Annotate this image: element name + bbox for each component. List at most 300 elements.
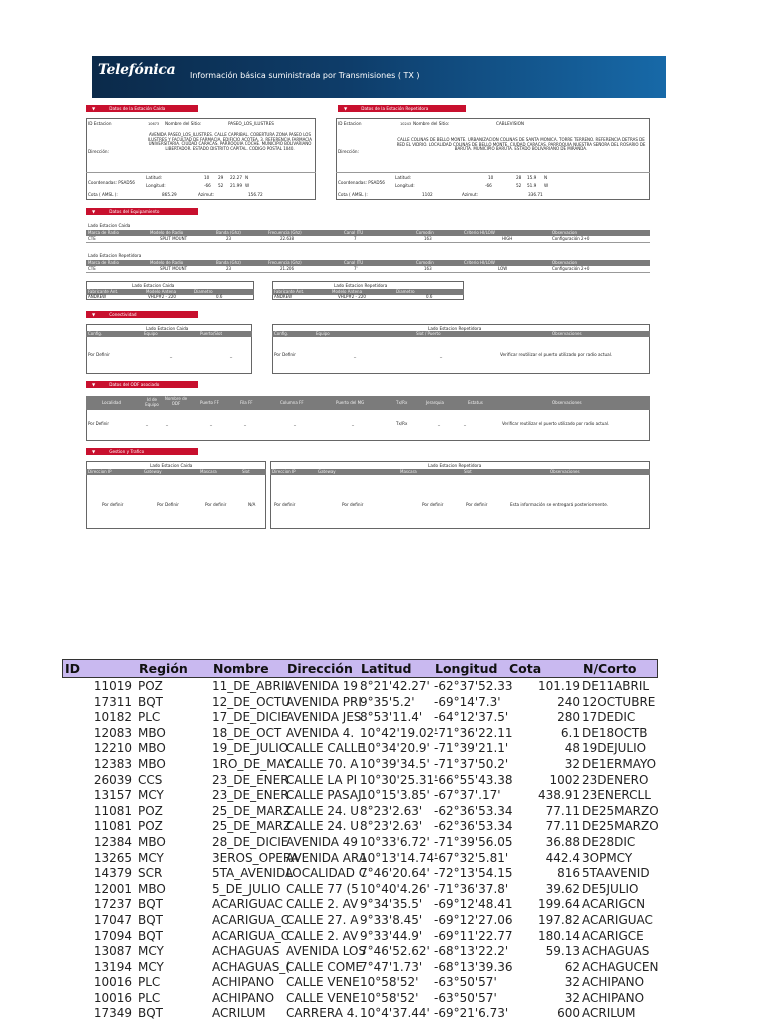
cell-latitud: 7°46'52.62' [360, 944, 430, 959]
cell-cota: 101.19 [538, 679, 580, 693]
cell-nombre: 25_DE_MARZ [212, 803, 292, 818]
repet-direccion-label: Dirección: [338, 149, 359, 154]
cell: LOW [498, 266, 508, 271]
cell-longitud: -69°11'22.77 [434, 928, 513, 943]
cell-ncorto: 23DENERO [582, 772, 649, 787]
conect-repet-config: Por Definir [274, 352, 296, 357]
col-header: Equipo [316, 331, 330, 336]
section-conectividad-header [86, 311, 198, 318]
col-header: Frecuencia (Ghz) [268, 260, 302, 265]
gestion-caida-ip: Por definir [102, 502, 124, 507]
cell: _ [464, 421, 466, 426]
gestion-caida-header [86, 469, 266, 475]
caida-cota: 865.29 [162, 192, 177, 197]
cell: Por Definir [88, 421, 109, 426]
cell-ncorto: 5TAAVENID [582, 866, 650, 881]
cell-longitud: -67°37'.17' [434, 788, 501, 803]
cell-direccion: CALLE 2. AV [286, 928, 359, 943]
cell-latitud: 9°33'8.45' [360, 912, 423, 927]
cell-latitud: 10°33'6.72' [360, 834, 430, 849]
repet-lat-label: Latitud: [395, 175, 412, 180]
col-header: Diametro [194, 289, 213, 294]
cell: Verificar reutilizar el puerto utilizado por radio actual. [502, 421, 610, 426]
caida-nombre: PASEO_LOS_ILUSTRES [228, 121, 274, 126]
conect-caida-title: Lado Estacion Caida [146, 326, 189, 331]
col-header: Banda (Ghz) [216, 230, 241, 235]
cell-cota: 32 [564, 975, 580, 990]
cell-cota: 438.91 [538, 788, 580, 803]
cell-longitud: -69°14'7.3' [434, 694, 501, 709]
gestion-repet-obs: Esta información se entregará posteriormente. [510, 502, 609, 507]
cell-nombre: ACHIPANO [212, 990, 275, 1005]
odf-row [86, 421, 650, 427]
col-header: Slot [464, 469, 472, 474]
caida-cota-label: Cota ( AMSL ): [88, 192, 118, 197]
conect-repet-slot: _ [440, 353, 443, 358]
cell-direccion: AVENIDA 49 [286, 834, 359, 849]
cell-longitud: -69°12'27.06 [434, 912, 513, 927]
cell-ncorto: ACHIPANO [582, 975, 645, 990]
cell-nombre: 19_DE_JULIO [212, 741, 289, 756]
col-header: Gateway [144, 469, 162, 474]
cell: 23 [226, 266, 232, 271]
col-header-cota: Cota [509, 661, 542, 676]
cell-region: BQT [138, 912, 164, 927]
conect-caida-slot: _ [230, 353, 233, 358]
cell-region: PLC [138, 990, 161, 1005]
conect-caida-equipo: _ [170, 353, 173, 358]
repet-azimut-label: Azimut: [462, 192, 479, 197]
cell-nombre: ACHAGUAS_( [212, 959, 290, 974]
caida-lat-min: 29 [218, 175, 224, 180]
cell-longitud: -71°39'21.1' [434, 741, 509, 756]
cell-region: BQT [138, 694, 164, 709]
col-header-longitud: Longitud [435, 661, 498, 676]
cell-ncorto: ACHAGUCEN [582, 959, 659, 974]
cell: 23 [226, 236, 232, 241]
cell-nombre: ACARIGUA_C [212, 912, 290, 927]
cell-direccion: CALLE 77 (5 [286, 881, 359, 896]
cell-nombre: ACHIPANO [212, 975, 275, 990]
caida-azimut-label: Azimut: [198, 192, 215, 197]
cell-nombre: 5_DE_JULIO [212, 881, 281, 896]
cell-latitud: 7°47'1.73' [360, 959, 423, 974]
cell: VHLP#2 - 220 [338, 294, 366, 299]
cell-direccion: AVENIDA 19 [286, 679, 359, 693]
cell-latitud: 9°33'44.9' [360, 928, 423, 943]
cell-id: 13194 [93, 959, 132, 974]
cell-id: 12383 [93, 756, 132, 771]
table-row [62, 850, 658, 866]
caida-lat-hem: N [245, 175, 249, 180]
cell-longitud: -72°13'54.15 [434, 866, 513, 881]
cell-region: MBO [138, 741, 166, 756]
cell-latitud: 8°53'11.4' [360, 710, 423, 725]
table-row [62, 896, 658, 912]
col-header: Modelo de Radio [150, 230, 184, 235]
cell-region: SCR [138, 866, 163, 881]
cell: ANDREW [88, 294, 107, 299]
cell-cota: 1002 [549, 772, 580, 787]
cell-latitud: 10°30'25.31' [360, 772, 438, 787]
cell-nombre: 11_DE_ABRIL [212, 679, 292, 693]
cell-id: 17047 [93, 912, 132, 927]
table-row [62, 740, 658, 756]
cell-nombre: 1RO_DE_MAY [212, 756, 292, 771]
col-header-direccion: Dirección [287, 661, 353, 676]
cell-region: MCY [138, 944, 164, 959]
table-row [62, 834, 658, 850]
repet-lon-label: Longitud: [395, 183, 415, 188]
col-header: Fabricante Ant. [274, 289, 305, 294]
report-title: Información básica suministrada por Transmisiones ( TX ) [190, 71, 420, 80]
cell-latitud: 10°34'20.9' [360, 741, 430, 756]
cell-direccion: CALLE 70. A [286, 756, 359, 771]
cell: _ [244, 421, 246, 426]
cell-nombre: 18_DE_OCT [212, 725, 282, 740]
col-header: Slot [242, 469, 250, 474]
table-row [62, 787, 658, 803]
cell-latitud: 10°40'4.26' [360, 881, 430, 896]
table-row [62, 694, 658, 710]
cell-nombre: 25_DE_MARZ [212, 819, 292, 834]
repet-direccion: CALLE COLINAS DE BELLO MONTE. URBANIZACION COLINAS DE SANTA MONICA. TORRE TERRENO. REFERENCIA DETRAS DE RED EL VIDRIO. LOCALIDAD COLINAS DE BELLO MONTE. CIUDAD CARACAS. PARROQUIA NUESTRA SEÑORA DEL ROSARIO DE BARUTA. MUNICIPIO BARUTA. ESTADO BOLIVARIANO DE MIRANDA. [396, 137, 646, 152]
table-row [62, 803, 658, 819]
cell-id: 12384 [93, 834, 132, 849]
equip-repet-row [86, 266, 650, 273]
cell: SPLIT MOUNT [160, 266, 188, 271]
divider [336, 172, 650, 173]
triangle-icon: ▼ [344, 106, 348, 111]
caida-azimut: 156.72 [248, 192, 263, 197]
cell-id: 10016 [93, 975, 132, 990]
cell-direccion: AVENIDA ARA [286, 850, 368, 865]
section-caida-header [86, 105, 198, 112]
cell: Tx/Rx [396, 421, 408, 426]
cell-nombre: 3EROS_OPERA [212, 850, 299, 865]
cell-cota: 36.88 [545, 834, 580, 849]
col-header: Observaciones [552, 331, 582, 336]
repet-lon-hem: W [544, 183, 549, 188]
cell-cota: 240 [557, 694, 580, 709]
cell: _ [294, 421, 296, 426]
cell-region: POZ [138, 819, 163, 834]
cell-direccion: CALLE 24. U [286, 803, 360, 818]
caida-coord-label: Coordenadas: PSAD56 [88, 180, 135, 185]
stations-table-body [62, 678, 658, 1021]
table-row [62, 818, 658, 834]
cell-direccion: CALLE LA PI [286, 772, 358, 787]
cell-id: 13157 [93, 788, 132, 803]
cell-direccion: CALLE VENE [286, 990, 360, 1005]
cell-cota: 816 [557, 866, 580, 881]
cell-region: POZ [138, 679, 163, 693]
cell-longitud: -63°50'57' [434, 990, 497, 1005]
cell-id: 10016 [93, 990, 132, 1005]
cell-id: 17349 [93, 1006, 132, 1021]
cell-cota: 600 [557, 1006, 580, 1021]
cell-longitud: -69°21'6.73' [434, 1006, 509, 1021]
col-header: Observacion [552, 230, 577, 235]
stations-table [62, 659, 658, 1021]
cell-nombre: 17_DE_DICIE [212, 710, 289, 725]
cell-latitud: 10°4'37.44' [360, 1006, 430, 1021]
section-conectividad-label: Conectividad [109, 312, 137, 317]
col-header-region: Región [139, 661, 188, 676]
conect-repet-obs: Verificar reutilizar el puerto utilizado por radio actual. [500, 352, 613, 357]
caida-lat-deg: 10 [204, 175, 210, 180]
table-row [62, 678, 658, 694]
caida-box [86, 118, 316, 200]
col-header: Observacion [552, 260, 577, 265]
cell-nombre: 5TA_AVENIDA [212, 866, 294, 881]
table-row [62, 772, 658, 788]
cell-longitud: -68°13'39.36 [434, 959, 513, 974]
cell-ncorto: DE18OCTB [582, 725, 648, 740]
cell-id: 26039 [93, 772, 132, 787]
cell-id: 13087 [93, 944, 132, 959]
cell-id: 12210 [93, 741, 132, 756]
cell-latitud: 9°35'5.2' [360, 694, 415, 709]
cell: SPLIT MOUNT [160, 236, 188, 241]
cell-region: MBO [138, 756, 166, 771]
triangle-icon: ▼ [92, 312, 96, 317]
cell-cota: 6.1 [560, 725, 580, 740]
cell-direccion: LOCALIDAD C [286, 866, 368, 881]
gestion-repet-gateway: Por definir [342, 502, 364, 507]
cell-direccion: CALLE 2. AV [286, 897, 359, 912]
conect-repet-header [272, 331, 650, 337]
cell-latitud: 8°23'2.63' [360, 803, 423, 818]
caida-id: 10673 [148, 122, 160, 126]
cell-ncorto: ACHIPANO [582, 990, 645, 1005]
col-header: Estatus [468, 400, 483, 405]
cell-longitud: -69°12'48.41 [434, 897, 513, 912]
cell-id: 17094 [93, 928, 132, 943]
cell-ncorto: 12OCTUBRE [582, 694, 656, 709]
cell-cota: 77.11 [545, 803, 580, 818]
cell-cota: 59.13 [545, 944, 580, 959]
cell-ncorto: DE28DIC [582, 834, 636, 849]
gestion-caida-gateway: Por Definir [157, 502, 179, 507]
col-header: Mascara [200, 469, 217, 474]
col-header: Marca de Radio [88, 260, 119, 265]
cell-cota: 180.14 [538, 928, 580, 943]
equip-caida-row [86, 236, 650, 243]
cell-latitud: 10°58'52' [360, 990, 419, 1005]
cell-direccion: CALLE COME [286, 959, 364, 974]
repet-lat-sec: 15.9 [527, 175, 537, 180]
col-header: Direccion IP [272, 469, 296, 474]
repet-lon-deg: -66 [485, 183, 492, 188]
cell-region: MCY [138, 959, 164, 974]
col-header: Puerto/Slot [200, 331, 223, 336]
cell-latitud: 9°34'35.5' [360, 897, 423, 912]
cell-nombre: ACRILUM [212, 1006, 266, 1021]
cell-direccion: CARRERA 4. [286, 1006, 359, 1021]
cell-ncorto: ACARIGUAC [582, 912, 653, 927]
cell-ncorto: ACRILUM [582, 1006, 636, 1021]
table-row [62, 928, 658, 944]
col-header: Comodin [416, 230, 434, 235]
cell-ncorto: 19DEJULIO [582, 741, 647, 756]
cell: HIGH [502, 236, 513, 241]
col-header: Observaciones [550, 469, 580, 474]
col-header: Mascara [400, 469, 417, 474]
cell: _ [166, 421, 168, 426]
cell: 163 [424, 236, 432, 241]
cell-ncorto: DE11ABRIL [582, 679, 650, 693]
cell-ncorto: DE5JULIO [582, 881, 639, 896]
cell: 0.6 [216, 294, 223, 299]
cell-region: CCS [138, 772, 163, 787]
gestion-caida-slot: N/A [248, 502, 256, 507]
col-header: Modelo Antena [146, 289, 177, 294]
col-header: Localidad [102, 400, 122, 405]
triangle-icon: ▼ [92, 106, 96, 111]
cell-cota: 39.62 [545, 881, 580, 896]
cell: CTE [88, 266, 96, 271]
caida-lon-hem: W [245, 183, 250, 188]
equip-caida-title: Lado Estacion Caida [88, 223, 131, 228]
col-header: Canal ITU [344, 260, 364, 265]
cell-longitud: -64°12'37.5' [434, 710, 509, 725]
cell-longitud: -68°13'22.2' [434, 944, 509, 959]
caida-lon-sec: 21.99 [230, 183, 242, 188]
cell-nombre: 23_DE_ENER [212, 772, 289, 787]
caida-lon-min: 52 [218, 183, 224, 188]
cell-ncorto: 3OPMCY [582, 850, 633, 865]
caida-lat-label: Latitud: [146, 175, 163, 180]
cell-longitud: -71°36'22.11 [434, 725, 513, 740]
cell-region: MBO [138, 834, 166, 849]
section-equipamiento-label: Datos del Equipamiento [109, 209, 160, 214]
col-header: Criterio HI/LOW [464, 260, 495, 265]
cell-cota: 199.64 [538, 897, 580, 912]
cell-cota: 62 [564, 959, 580, 974]
cell-longitud: -71°36'37.8' [434, 881, 509, 896]
cell-nombre: ACARIGUAC [212, 897, 283, 912]
cell-ncorto: DE25MARZO [582, 819, 659, 834]
triangle-icon: ▼ [92, 449, 96, 454]
section-odf-label: Datos del ODF asociado [109, 382, 160, 387]
table-row [62, 990, 658, 1006]
cell-latitud: 8°23'2.63' [360, 819, 423, 834]
conect-caida-header [86, 331, 252, 337]
col-header-nombre: Nombre [213, 661, 269, 676]
cell-longitud: -62°36'53.34 [434, 819, 513, 834]
cell-direccion: AVENIDA 4. [286, 725, 355, 740]
cell-ncorto: ACARIGCE [582, 928, 644, 943]
repet-lat-min: 28 [516, 175, 522, 180]
cell-id: 11081 [93, 803, 132, 818]
divider [86, 172, 316, 173]
cell-longitud: -62°36'53.34 [434, 803, 513, 818]
cell-latitud: 8°21'42.27' [360, 679, 430, 693]
cell-id: 10182 [93, 710, 132, 725]
cell: CTE [88, 236, 96, 241]
col-header: Config. [88, 331, 103, 336]
section-odf-header [86, 381, 198, 388]
repet-azimut: 336.71 [528, 192, 543, 197]
cell-longitud: -62°37'52.33 [434, 679, 513, 693]
antenna-repet-row [272, 294, 464, 300]
cell-region: PLC [138, 710, 161, 725]
col-header-id: ID [65, 661, 81, 676]
col-header: Frecuencia (Ghz) [268, 230, 302, 235]
equip-repet-title: Lado Estacion Repetidora [88, 253, 142, 258]
cell-ncorto: ACARIGCN [582, 897, 646, 912]
cell-region: PLC [138, 975, 161, 990]
repet-coord-label: Coordenadas: PSAD56 [338, 180, 385, 185]
cell-cota: 32 [564, 990, 580, 1005]
section-repetidora-header [338, 105, 466, 112]
cell: _ [352, 421, 354, 426]
col-header: Modelo de Radio [150, 260, 184, 265]
cell-longitud: -71°39'56.05 [434, 834, 513, 849]
cell-region: BQT [138, 928, 164, 943]
cell-nombre: 12_DE_OCTU [212, 694, 291, 709]
gestion-repet-header [270, 469, 650, 475]
cell-id: 11081 [93, 819, 132, 834]
antenna-caida-title: Lado Estacion Caida [132, 283, 175, 288]
stations-table-header [62, 659, 658, 678]
col-header: Marca de Radio [88, 230, 119, 235]
cell-nombre: ACHAGUAS [212, 944, 280, 959]
cell: Configuración 2+0 [552, 236, 590, 241]
col-header: Config. [274, 331, 289, 336]
gestion-repet-title: Lado Estacion Repetidora [428, 463, 482, 468]
cell-region: MBO [138, 725, 166, 740]
col-header: Nombre de ODF [164, 396, 188, 406]
cell-region: MCY [138, 850, 164, 865]
repet-lon-min: 52 [516, 183, 522, 188]
table-row [62, 865, 658, 881]
section-gestion-header [86, 448, 198, 455]
table-row [62, 974, 658, 990]
cell: _ [210, 421, 212, 426]
col-header: Banda (Ghz) [216, 260, 241, 265]
gestion-caida-title: Lado Estacion Caida [150, 463, 193, 468]
conect-repet-title: Lado Estacion Repetidora [428, 326, 482, 331]
cell-direccion: CALLE 27. A [286, 912, 359, 927]
repet-cota: 1102 [422, 192, 433, 197]
cell: 7' [354, 266, 358, 271]
col-header: Slot / Puerto [416, 331, 441, 336]
cell-region: POZ [138, 803, 163, 818]
gestion-caida-mascara: Por definir [205, 502, 227, 507]
caida-lon-label: Longitud: [146, 183, 166, 188]
cell-region: MBO [138, 881, 166, 896]
cell-id: 17237 [93, 897, 132, 912]
table-row [62, 959, 658, 975]
section-equipamiento-header [86, 208, 198, 215]
repet-cota-label: Cota ( AMSL ): [338, 192, 368, 197]
col-header: Id de Equipo [145, 397, 159, 407]
triangle-icon: ▼ [92, 209, 96, 214]
col-header: Puerto del MG [336, 400, 365, 405]
col-header: Criterio HI/LOW [464, 230, 495, 235]
cell-ncorto: DE1ERMAYO [582, 756, 657, 771]
repet-nombre-label: Nombre del Sitio: [413, 121, 450, 126]
repetidora-box [336, 118, 650, 200]
cell-nombre: 23_DE_ENER [212, 788, 289, 803]
cell: 163 [424, 266, 432, 271]
cell-cota: 197.82 [538, 912, 580, 927]
cell: Configuración 2+0 [552, 266, 590, 271]
caida-lat-sec: 22.27 [230, 175, 242, 180]
caida-direccion: AVENIDA PASEO_LOS_ILUSTRES. CALLE CAPRIBAL. COBERTURA ZONA PASEO LOS ILUSTRES Y FACULTAD DE FARMACIA. EDIFICIO ACOTEA. 3. REFERENCIA FARMACIA UNIVERSITARIA. CIUDAD CARACAS. PARROQUIA COCHE. MUNICIPIO BOLIVARIANO LIBERTADOR. ESTADO DISTRITO CAPITAL. CODIGO POSTAL 1040. [147, 132, 313, 151]
